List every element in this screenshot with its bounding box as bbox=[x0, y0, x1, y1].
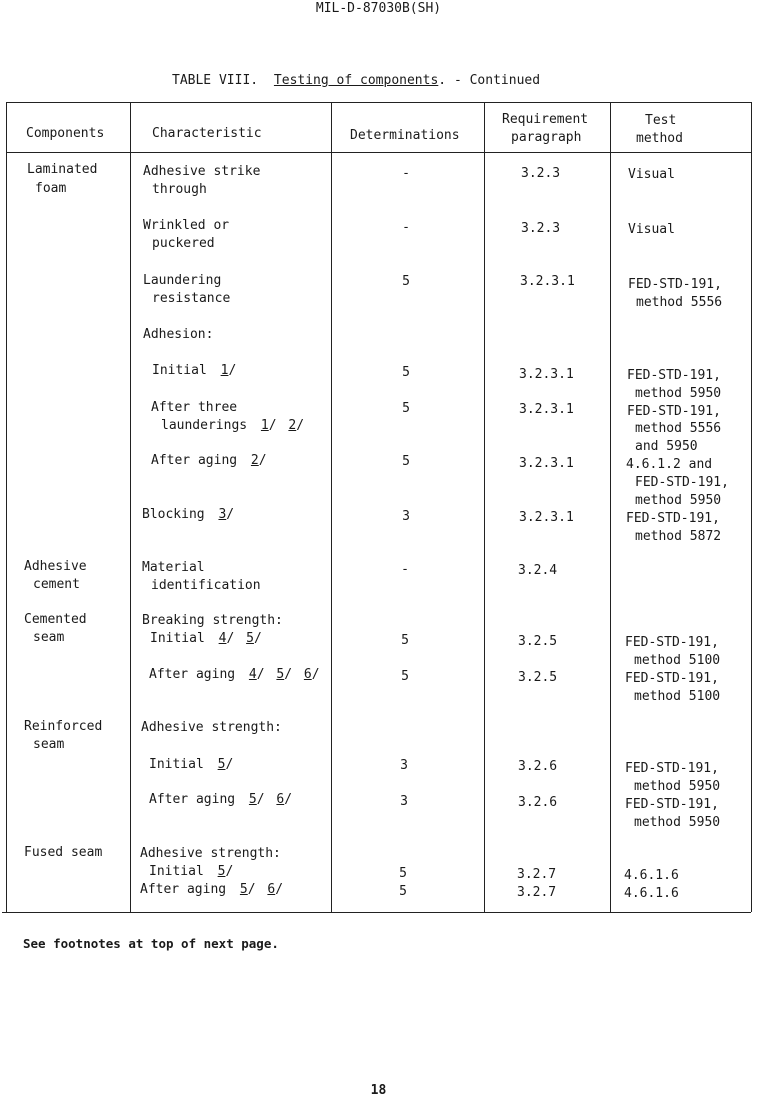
component-laminated-line-2: foam bbox=[35, 181, 67, 196]
footnote-slash: / bbox=[258, 453, 267, 468]
footnote-slash: / bbox=[256, 667, 265, 682]
method-cell: FED-STD-191, bbox=[625, 671, 719, 686]
footnote-ref-1: 1 bbox=[260, 418, 269, 433]
footnote-slash: / bbox=[311, 667, 320, 682]
char-adhesion-heading: Adhesion: bbox=[143, 327, 214, 342]
char-laundering-line-1: Laundering bbox=[143, 273, 222, 288]
footnote-slash: / bbox=[256, 792, 265, 807]
method-cell: method 5950 bbox=[635, 386, 722, 401]
method-cell: Visual bbox=[628, 222, 675, 237]
method-cell: method 5950 bbox=[635, 493, 722, 508]
method-cell: FED-STD-191, bbox=[626, 511, 720, 526]
component-fused-seam: Fused seam bbox=[24, 845, 103, 860]
footnote-slash: / bbox=[253, 631, 262, 646]
method-cell: 4.6.1.2 and bbox=[626, 457, 713, 472]
determinations-cell: - bbox=[402, 220, 410, 235]
footnote-ref-2: 2 bbox=[288, 418, 297, 433]
char-wrinkled-line-2: puckered bbox=[152, 236, 215, 251]
method-cell: method 5950 bbox=[634, 779, 721, 794]
footnote-slash: / bbox=[225, 757, 234, 772]
char-fused-adhesive-strength: Adhesive strength: bbox=[140, 846, 281, 861]
determinations-cell: 5 bbox=[402, 274, 410, 289]
determinations-cell: 5 bbox=[402, 454, 410, 469]
requirement-cell: 3.2.5 bbox=[518, 634, 558, 649]
method-cell: method 5872 bbox=[635, 529, 722, 544]
requirement-cell: 3.2.7 bbox=[517, 885, 557, 900]
footnote-ref-6: 6 bbox=[276, 792, 285, 807]
component-cemented-line-2: seam bbox=[33, 630, 65, 645]
column-divider-2 bbox=[331, 102, 332, 912]
requirement-cell: 3.2.3 bbox=[521, 221, 561, 236]
footnote-ref-6: 6 bbox=[303, 667, 312, 682]
method-cell: Visual bbox=[628, 167, 675, 182]
determinations-cell: 3 bbox=[400, 794, 408, 809]
requirement-cell: 3.2.4 bbox=[518, 563, 558, 578]
method-cell: method 5950 bbox=[634, 815, 721, 830]
header-determinations: Determinations bbox=[350, 128, 460, 143]
char-fused-after-aging bbox=[140, 881, 283, 899]
char-fused-initial bbox=[149, 863, 233, 881]
char-label: Initial bbox=[152, 363, 207, 378]
component-reinforced-line-1: Reinforced bbox=[24, 719, 103, 734]
method-cell: and 5950 bbox=[635, 439, 698, 454]
method-cell: FED-STD-191, bbox=[635, 475, 729, 490]
footnote-ref-5: 5 bbox=[239, 882, 248, 897]
method-cell: method 5100 bbox=[634, 653, 721, 668]
char-breaking-strength-heading: Breaking strength: bbox=[142, 613, 283, 628]
footnote-ref-5: 5 bbox=[217, 864, 226, 879]
table-top-border bbox=[6, 102, 751, 103]
char-label: Initial bbox=[149, 757, 204, 772]
table-title-prefix: TABLE VIII. bbox=[172, 73, 259, 88]
document-id: MIL-D-87030B(SH) bbox=[315, 1, 442, 16]
footnote-slash: / bbox=[226, 631, 235, 646]
footnote-ref-5: 5 bbox=[248, 792, 257, 807]
char-adhesion-initial bbox=[152, 362, 236, 380]
char-after-three-line-1: After three bbox=[151, 400, 238, 415]
header-requirement-line-2: paragraph bbox=[511, 130, 582, 145]
column-divider-3 bbox=[484, 102, 485, 912]
header-test-line-2: method bbox=[636, 131, 683, 146]
footnote-slash: / bbox=[296, 418, 305, 433]
method-cell: FED-STD-191, bbox=[625, 761, 719, 776]
footnote-ref-6: 6 bbox=[267, 882, 276, 897]
header-requirement-line-1: Requirement bbox=[502, 112, 589, 127]
column-divider-4 bbox=[610, 102, 611, 912]
footnote-slash: / bbox=[225, 864, 234, 879]
char-reinforced-initial bbox=[149, 756, 233, 774]
table-left-border bbox=[6, 102, 7, 912]
char-label: Initial bbox=[149, 864, 204, 879]
footnote-ref-3: 3 bbox=[218, 507, 227, 522]
determinations-cell: - bbox=[401, 562, 409, 577]
char-label: After aging bbox=[149, 792, 236, 807]
footnote-ref-5: 5 bbox=[217, 757, 226, 772]
char-label: After aging bbox=[151, 453, 238, 468]
table-title bbox=[172, 72, 540, 90]
footnote-ref-4: 4 bbox=[248, 667, 257, 682]
column-divider-1 bbox=[130, 102, 131, 912]
determinations-cell: 5 bbox=[402, 401, 410, 416]
char-breaking-after-aging bbox=[149, 666, 320, 684]
method-cell: FED-STD-191, bbox=[625, 635, 719, 650]
method-cell: FED-STD-191, bbox=[625, 797, 719, 812]
char-material-line-1: Material bbox=[142, 560, 205, 575]
char-label: launderings bbox=[161, 418, 248, 433]
requirement-cell: 3.2.3.1 bbox=[520, 274, 575, 289]
char-blocking bbox=[142, 506, 234, 524]
method-cell: FED-STD-191, bbox=[627, 404, 721, 419]
footnote-ref-5: 5 bbox=[246, 631, 254, 646]
char-adhesive-strike-line-1: Adhesive strike bbox=[143, 164, 261, 179]
method-cell: method 5556 bbox=[636, 295, 723, 310]
header-characteristic: Characteristic bbox=[152, 126, 262, 141]
char-breaking-initial bbox=[150, 630, 262, 648]
char-laundering-line-2: resistance bbox=[152, 291, 231, 306]
component-reinforced-line-2: seam bbox=[33, 737, 65, 752]
footnote-slash: / bbox=[284, 667, 293, 682]
determinations-cell: - bbox=[402, 166, 410, 181]
footnote-slash: / bbox=[226, 507, 235, 522]
requirement-cell: 3.2.6 bbox=[518, 795, 558, 810]
determinations-cell: 3 bbox=[400, 758, 408, 773]
component-adhesive-line-2: cement bbox=[33, 577, 80, 592]
char-adhesive-strike-line-2: through bbox=[152, 182, 207, 197]
requirement-cell: 3.2.6 bbox=[518, 759, 558, 774]
char-after-three-line-2 bbox=[161, 417, 304, 435]
footnote-ref-1: 1 bbox=[220, 363, 229, 378]
footnote-slash: / bbox=[247, 882, 256, 897]
table-header-divider bbox=[6, 152, 751, 153]
requirement-cell: 3.2.7 bbox=[517, 867, 557, 882]
requirement-cell: 3.2.3 bbox=[521, 166, 561, 181]
footnote-slash: / bbox=[284, 792, 293, 807]
char-label: Blocking bbox=[142, 507, 205, 522]
footnote-slash: / bbox=[228, 363, 237, 378]
footnote-ref-5: 5 bbox=[276, 667, 285, 682]
requirement-cell: 3.2.3.1 bbox=[519, 510, 574, 525]
requirement-cell: 3.2.5 bbox=[518, 670, 558, 685]
char-adhesion-after-aging bbox=[151, 452, 267, 470]
determinations-cell: 5 bbox=[402, 365, 410, 380]
page-number: 18 bbox=[370, 1083, 387, 1098]
table-title-suffix: . - Continued bbox=[438, 73, 541, 88]
determinations-cell: 5 bbox=[399, 884, 407, 899]
footnote-text: See footnotes at top of next page. bbox=[23, 936, 279, 951]
char-reinforced-after-aging bbox=[149, 791, 292, 809]
determinations-cell: 3 bbox=[402, 509, 410, 524]
char-reinforced-adhesive-strength: Adhesive strength: bbox=[141, 720, 282, 735]
header-test-line-1: Test bbox=[645, 113, 677, 128]
requirement-cell: 3.2.3.1 bbox=[519, 367, 574, 382]
char-label: After aging bbox=[140, 882, 227, 897]
requirement-cell: 3.2.3.1 bbox=[519, 402, 574, 417]
table-title-text: Testing of components bbox=[273, 73, 439, 88]
method-cell: method 5556 bbox=[635, 421, 722, 436]
char-wrinkled-line-1: Wrinkled or bbox=[143, 218, 230, 233]
component-cemented-line-1: Cemented bbox=[24, 612, 87, 627]
component-adhesive-line-1: Adhesive bbox=[24, 559, 87, 574]
method-cell: 4.6.1.6 bbox=[624, 868, 679, 883]
table-right-border bbox=[751, 102, 752, 912]
char-label: Initial bbox=[150, 631, 205, 646]
method-cell: 4.6.1.6 bbox=[624, 886, 679, 901]
method-cell: method 5100 bbox=[634, 689, 721, 704]
method-cell: FED-STD-191, bbox=[627, 368, 721, 383]
char-label: After aging bbox=[149, 667, 236, 682]
footnote-ref-2: 2 bbox=[250, 453, 259, 468]
determinations-cell: 5 bbox=[399, 866, 407, 881]
determinations-cell: 5 bbox=[401, 669, 409, 684]
table-bottom-border bbox=[2, 912, 751, 913]
determinations-cell: 5 bbox=[401, 633, 409, 648]
footnote-slash: / bbox=[268, 418, 277, 433]
requirement-cell: 3.2.3.1 bbox=[519, 456, 574, 471]
method-cell: FED-STD-191, bbox=[628, 277, 722, 292]
char-material-line-2: identification bbox=[151, 578, 261, 593]
footnote-ref-4: 4 bbox=[218, 631, 227, 646]
header-components: Components bbox=[26, 126, 105, 141]
footnote-slash: / bbox=[275, 882, 284, 897]
component-laminated-line-1: Laminated bbox=[27, 162, 98, 177]
